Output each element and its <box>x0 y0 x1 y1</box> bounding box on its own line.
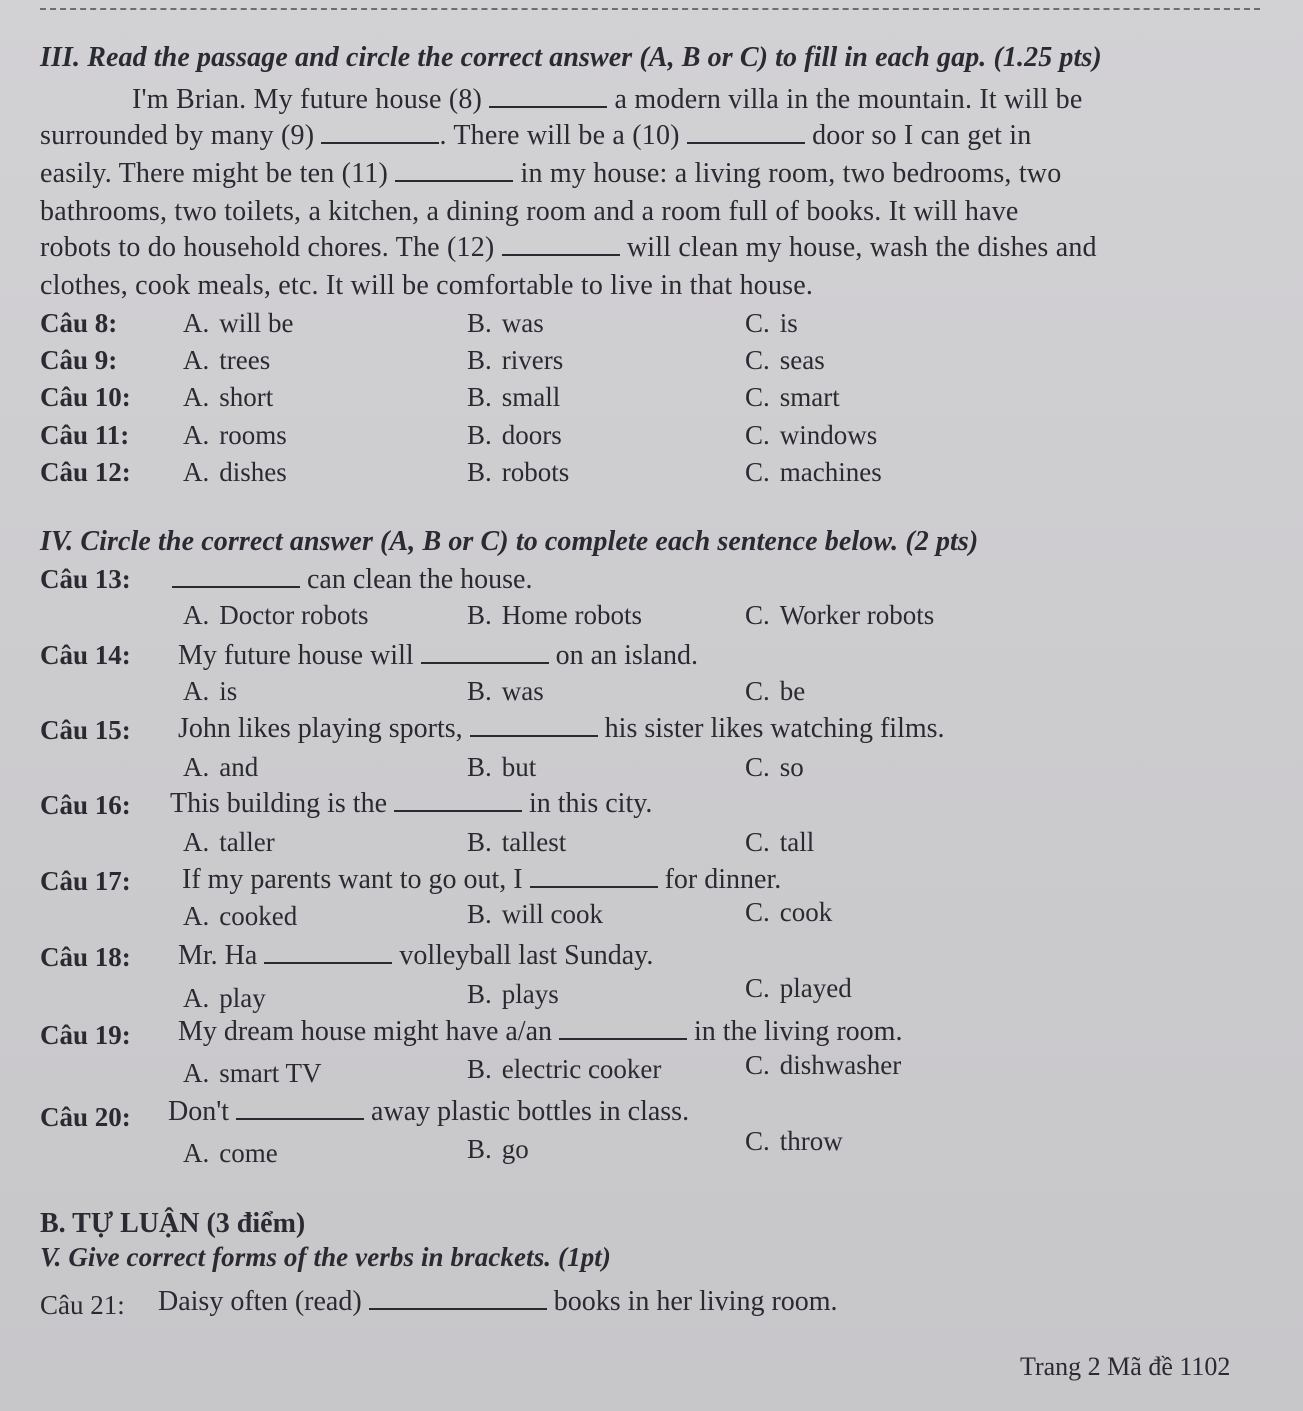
gap-12[interactable] <box>502 253 620 256</box>
option-b[interactable]: B. rivers <box>467 345 564 375</box>
option-b[interactable]: B. was <box>467 676 544 706</box>
option-c[interactable]: C. windows <box>745 420 878 450</box>
option-b[interactable]: B. go <box>467 1134 529 1164</box>
option-b[interactable]: B. electric cooker <box>467 1054 662 1084</box>
question-stem: Don't away plastic bottles in class. <box>168 1096 690 1127</box>
option-c[interactable]: C. cook <box>745 897 833 927</box>
question-stem: My future house will on an island. <box>178 640 698 671</box>
question-label: Câu 12: <box>40 457 131 487</box>
page-footer: Trang 2 Mã đề 1102 <box>1020 1352 1231 1381</box>
section-5-title: V. Give correct forms of the verbs in brackets. (1pt) <box>40 1242 611 1272</box>
option-a[interactable]: A. smart TV <box>183 1058 322 1088</box>
answer-blank[interactable] <box>369 1307 547 1310</box>
answer-blank[interactable] <box>421 661 549 664</box>
question-stem: This building is the in this city. <box>170 788 653 819</box>
question-label: Câu 13: <box>40 564 131 594</box>
option-a[interactable]: A. cooked <box>183 901 298 931</box>
option-c[interactable]: C. is <box>745 308 798 338</box>
question-label: Câu 21: <box>40 1290 125 1320</box>
answer-blank[interactable] <box>470 734 598 737</box>
option-b[interactable]: B. small <box>467 382 561 412</box>
passage-line-3: easily. There might be ten (11) in my house: a living room, two bedrooms, two <box>40 158 1062 189</box>
question-label: Câu 15: <box>40 715 131 745</box>
passage-line-1: I'm Brian. My future house (8) a modern villa in the mountain. It will be <box>132 84 1083 115</box>
question-stem: If my parents want to go out, I for dinner. <box>182 864 782 895</box>
option-c[interactable]: C. be <box>745 676 806 706</box>
question-label: Câu 8: <box>40 308 118 338</box>
gap-11[interactable] <box>395 179 513 182</box>
gap-8[interactable] <box>489 105 607 108</box>
option-c[interactable]: C. dishwasher <box>745 1050 902 1080</box>
option-c[interactable]: C. seas <box>745 345 825 375</box>
question-label: Câu 20: <box>40 1102 131 1132</box>
option-b[interactable]: B. Home robots <box>467 600 642 630</box>
passage-line-6: clothes, cook meals, etc. It will be comfortable to live in that house. <box>40 270 814 301</box>
option-a[interactable]: A. taller <box>183 827 275 857</box>
question-stem: My dream house might have a/an in the living room. <box>178 1016 903 1047</box>
question-stem: Mr. Ha volleyball last Sunday. <box>178 940 654 971</box>
question-label: Câu 14: <box>40 640 131 670</box>
gap-9[interactable] <box>321 141 439 144</box>
option-c[interactable]: C. machines <box>745 457 882 487</box>
option-a[interactable]: A. rooms <box>183 420 287 450</box>
question-label: Câu 11: <box>40 420 130 450</box>
option-b[interactable]: B. was <box>467 308 544 338</box>
option-b[interactable]: B. plays <box>467 979 559 1009</box>
answer-blank[interactable] <box>530 885 658 888</box>
option-b[interactable]: B. but <box>467 752 537 782</box>
question-label: Câu 16: <box>40 790 131 820</box>
question-label: Câu 10: <box>40 382 131 412</box>
option-a[interactable]: A. Doctor robots <box>183 600 369 630</box>
question-stem: Daisy often (read) books in her living room. <box>158 1286 838 1317</box>
question-label: Câu 19: <box>40 1020 131 1050</box>
answer-blank[interactable] <box>264 961 392 964</box>
section-4-title: IV. Circle the correct answer (A, B or C) to complete each sentence below. (2 pts) <box>40 526 979 557</box>
option-a[interactable]: A. trees <box>183 345 271 375</box>
answer-blank[interactable] <box>394 809 522 812</box>
question-label: Câu 9: <box>40 345 118 375</box>
answer-blank[interactable] <box>559 1037 687 1040</box>
option-b[interactable]: B. doors <box>467 420 562 450</box>
section-b-title: B. TỰ LUẬN (3 điểm) <box>40 1208 306 1239</box>
option-a[interactable]: A. and <box>183 752 259 782</box>
section-3-title: III. Read the passage and circle the correct answer (A, B or C) to fill in each gap. (1.25 pts) <box>40 42 1102 73</box>
option-c[interactable]: C. so <box>745 752 804 782</box>
question-label: Câu 17: <box>40 866 131 896</box>
question-label: Câu 18: <box>40 942 131 972</box>
answer-blank[interactable] <box>236 1117 364 1120</box>
option-c[interactable]: C. Worker robots <box>745 600 935 630</box>
question-stem: John likes playing sports, his sister likes watching films. <box>178 713 945 744</box>
option-b[interactable]: B. robots <box>467 457 570 487</box>
passage-line-4: bathrooms, two toilets, a kitchen, a dining room and a room full of books. It will have <box>40 196 1019 227</box>
option-c[interactable]: C. played <box>745 973 852 1003</box>
question-stem: can clean the house. <box>172 564 532 596</box>
option-a[interactable]: A. dishes <box>183 457 287 487</box>
option-a[interactable]: A. short <box>183 382 274 412</box>
passage-line-5: robots to do household chores. The (12) will clean my house, wash the dishes and <box>40 232 1097 263</box>
option-b[interactable]: B. tallest <box>467 827 567 857</box>
gap-10[interactable] <box>687 141 805 144</box>
top-divider <box>40 8 1260 10</box>
option-c[interactable]: C. tall <box>745 827 815 857</box>
option-a[interactable]: A. is <box>183 676 238 706</box>
option-c[interactable]: C. smart <box>745 382 840 412</box>
answer-blank[interactable] <box>172 585 300 588</box>
option-a[interactable]: A. will be <box>183 308 294 338</box>
option-c[interactable]: C. throw <box>745 1126 843 1156</box>
option-a[interactable]: A. play <box>183 983 266 1013</box>
option-a[interactable]: A. come <box>183 1138 278 1168</box>
option-b[interactable]: B. will cook <box>467 899 604 929</box>
passage-line-2: surrounded by many (9) . There will be a (10) door so I can get in <box>40 120 1032 151</box>
